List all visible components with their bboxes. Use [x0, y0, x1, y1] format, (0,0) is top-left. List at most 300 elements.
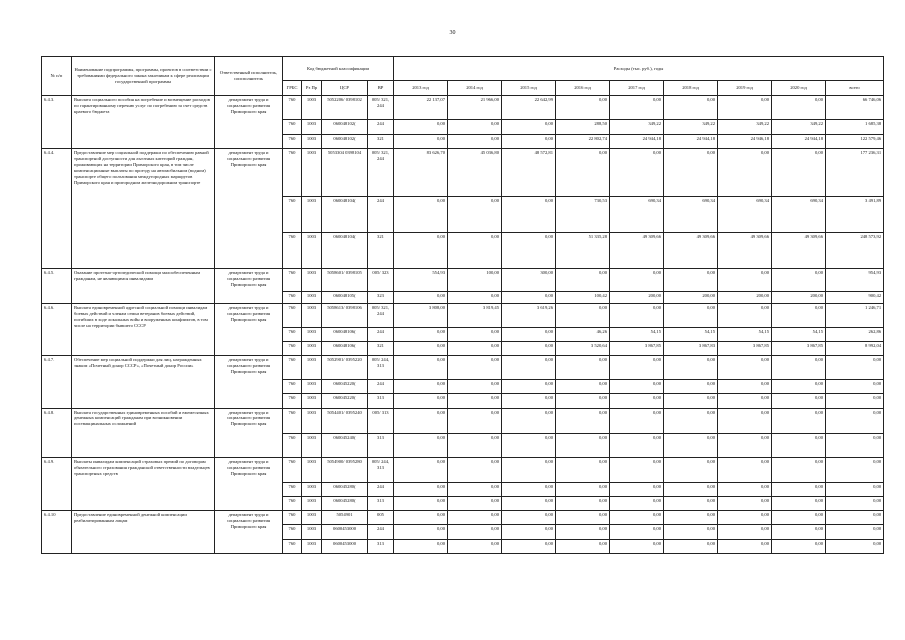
- rzpr-cell: 1003: [302, 408, 322, 433]
- rzpr-cell: 1003: [302, 539, 322, 554]
- value-cell: 0,00: [556, 511, 610, 525]
- value-cell: 0,00: [556, 394, 610, 408]
- csr-cell: 0600453000: [322, 539, 368, 554]
- value-cell: 0,00: [664, 96, 718, 120]
- value-cell: 349,22: [772, 120, 826, 134]
- rzpr-cell: 1003: [302, 232, 322, 268]
- value-cell: 0,00: [502, 232, 556, 268]
- grbs-cell: 760: [283, 196, 302, 232]
- value-cell: 0,00: [664, 496, 718, 510]
- value-cell: 0,00: [664, 268, 718, 291]
- value-cell: 0,00: [772, 482, 826, 496]
- value-cell: 0,00: [718, 380, 772, 394]
- budget-table: [41, 56, 884, 554]
- value-cell: 0,00: [772, 148, 826, 196]
- grbs-cell: 760: [283, 120, 302, 134]
- item-number: 6.4.10: [42, 511, 72, 554]
- vr-cell: 323: [368, 291, 394, 303]
- value-cell: 262,86: [826, 327, 884, 341]
- item-number: 6.4.9.: [42, 457, 72, 510]
- value-cell: 0,00: [556, 539, 610, 554]
- value-cell: 0,00: [448, 291, 502, 303]
- value-cell: 22 137,07: [394, 96, 448, 120]
- value-cell: 0,00: [502, 394, 556, 408]
- item-executor: департамент труда и социального развития Приморского края: [215, 268, 283, 303]
- value-cell: 0,00: [502, 525, 556, 539]
- value-cell: 0,00: [448, 482, 502, 496]
- vr-cell: 313: [368, 394, 394, 408]
- value-cell: 690,34: [718, 196, 772, 232]
- item-name: Выплата государственных единовременных пособий и ежемесячных денежных компенсаций гражданам при возникновении поствакцинальных осложнений: [72, 408, 215, 457]
- year-header: 2015 год: [502, 81, 556, 96]
- value-cell: 3 520,64: [556, 341, 610, 355]
- value-cell: 0,00: [556, 303, 610, 327]
- vr-cell: 313: [368, 496, 394, 510]
- value-cell: 0,00: [394, 232, 448, 268]
- value-cell: 0,00: [772, 380, 826, 394]
- value-cell: 21 966,00: [448, 96, 502, 120]
- table-row: [42, 408, 884, 433]
- table-row: [42, 303, 884, 327]
- value-cell: 0,00: [448, 433, 502, 457]
- value-cell: 3 867,85: [718, 341, 772, 355]
- year-header: 2020 год: [772, 81, 826, 96]
- rzpr-cell: 1003: [302, 356, 322, 380]
- header-row: [42, 57, 884, 81]
- value-cell: 49 309,66: [664, 232, 718, 268]
- value-cell: 0,00: [826, 408, 884, 433]
- item-executor: департамент труда и социального развития Приморского края: [215, 96, 283, 148]
- value-cell: 0,00: [826, 525, 884, 539]
- value-cell: 3 819,45: [448, 303, 502, 327]
- value-cell: 0,00: [664, 525, 718, 539]
- csr-header: ЦСР: [322, 81, 368, 96]
- csr-cell: 060048102(: [322, 134, 368, 148]
- csr-cell: 5054401/ 0395240: [322, 408, 368, 433]
- rzpr-cell: 1003: [302, 380, 322, 394]
- value-cell: 0,00: [394, 291, 448, 303]
- grbs-cell: 760: [283, 539, 302, 554]
- value-cell: 3 619,26: [502, 303, 556, 327]
- value-cell: 0,00: [556, 268, 610, 291]
- grbs-cell: 760: [283, 433, 302, 457]
- year-header: 2018 год: [664, 81, 718, 96]
- value-cell: 66 746,06: [826, 96, 884, 120]
- rzpr-cell: 1003: [302, 303, 322, 327]
- csr-cell: 060048102(: [322, 120, 368, 134]
- rzpr-cell: 1003: [302, 327, 322, 341]
- grbs-cell: 760: [283, 496, 302, 510]
- value-cell: 0,00: [610, 268, 664, 291]
- vr-cell: 244: [368, 380, 394, 394]
- value-cell: 0,00: [556, 408, 610, 433]
- csr-cell: 060048104(: [322, 232, 368, 268]
- value-cell: 0,00: [502, 511, 556, 525]
- value-cell: 0,00: [772, 511, 826, 525]
- value-cell: 0,00: [394, 482, 448, 496]
- vr-cell: 005/ 244, 313: [368, 457, 394, 482]
- value-cell: 0,00: [664, 394, 718, 408]
- value-cell: 48 572,81: [502, 148, 556, 196]
- value-cell: 0,00: [448, 120, 502, 134]
- value-cell: 0,00: [394, 341, 448, 355]
- value-cell: 24 944,18: [610, 134, 664, 148]
- value-cell: 0,00: [556, 433, 610, 457]
- value-cell: 0,00: [826, 380, 884, 394]
- value-cell: 0,00: [394, 327, 448, 341]
- grbs-cell: 760: [283, 380, 302, 394]
- csr-cell: 5054900/ 0395280: [322, 457, 368, 482]
- value-cell: 0,00: [448, 496, 502, 510]
- value-cell: 22 802,74: [556, 134, 610, 148]
- csr-cell: 060045240(: [322, 433, 368, 457]
- value-cell: 0,00: [772, 303, 826, 327]
- item-number: 6.4.5.: [42, 268, 72, 303]
- rzpr-cell: 1003: [302, 457, 322, 482]
- vr-cell: 244: [368, 482, 394, 496]
- value-cell: 349,22: [610, 120, 664, 134]
- value-cell: 46,26: [556, 327, 610, 341]
- table-row: [42, 511, 884, 525]
- grbs-cell: 760: [283, 291, 302, 303]
- rzpr-cell: 1003: [302, 120, 322, 134]
- item-number: 6.4.7.: [42, 356, 72, 408]
- vr-cell: 244: [368, 196, 394, 232]
- item-executor: департамент труда и социального развития Приморского края: [215, 356, 283, 408]
- value-cell: 0,00: [610, 482, 664, 496]
- value-cell: 0,00: [556, 148, 610, 196]
- value-cell: 49 309,66: [718, 232, 772, 268]
- value-cell: 0,00: [718, 96, 772, 120]
- value-cell: 0,00: [394, 433, 448, 457]
- value-cell: 0,00: [394, 511, 448, 525]
- value-cell: 0,00: [556, 482, 610, 496]
- grbs-cell: 760: [283, 394, 302, 408]
- value-cell: 0,00: [664, 148, 718, 196]
- value-cell: 0,00: [448, 525, 502, 539]
- value-cell: 0,00: [394, 120, 448, 134]
- value-cell: 0,00: [394, 196, 448, 232]
- value-cell: 0,00: [502, 356, 556, 380]
- value-cell: 0,00: [718, 496, 772, 510]
- value-cell: 0,00: [448, 408, 502, 433]
- value-cell: 0,00: [610, 433, 664, 457]
- value-cell: 0,00: [394, 525, 448, 539]
- table-row: [42, 268, 884, 291]
- grbs-cell: 760: [283, 341, 302, 355]
- value-cell: 0,00: [826, 511, 884, 525]
- grbs-cell: 760: [283, 148, 302, 196]
- value-cell: 49 309,66: [772, 232, 826, 268]
- item-name: Предоставление мер социальной поддержки по обеспечению равной транспортной доступности для льготных категорий граждан, проживающих на территории Приморского края, в том числе компенсационные выплаты по проезду на автомобильном (водном) транспорте общего пользования междугородных маршрутов Приморского края и пригородном железнодорожном транспорте: [72, 148, 215, 268]
- grbs-cell: 760: [283, 457, 302, 482]
- value-cell: 122 579,46: [826, 134, 884, 148]
- value-cell: 0,00: [556, 457, 610, 482]
- rzpr-cell: 1003: [302, 511, 322, 525]
- value-cell: 0,00: [610, 457, 664, 482]
- value-cell: 0,00: [502, 380, 556, 394]
- value-cell: 0,00: [826, 394, 884, 408]
- item-name: Оказание протезно-ортопедической помощи малообеспеченным гражданам, не являющимся инвалидами: [72, 268, 215, 303]
- rzpr-cell: 1003: [302, 496, 322, 510]
- col-num-header: № п/п: [42, 57, 72, 96]
- value-cell: 0,00: [502, 327, 556, 341]
- rzpr-cell: 1003: [302, 291, 322, 303]
- value-cell: 0,00: [556, 525, 610, 539]
- vr-cell: 005/ 321, 244: [368, 96, 394, 120]
- csr-cell: 5052901/ 0395220: [322, 356, 368, 380]
- grbs-cell: 760: [283, 525, 302, 539]
- grbs-cell: 760: [283, 303, 302, 327]
- grbs-cell: 760: [283, 356, 302, 380]
- item-executor: департамент труда и социального развития Приморского края: [215, 303, 283, 355]
- value-cell: 0,00: [664, 482, 718, 496]
- value-cell: 3 867,83: [664, 341, 718, 355]
- value-cell: 300,00: [502, 268, 556, 291]
- value-cell: 690,34: [772, 196, 826, 232]
- col-name-header: Наименование подпрограммы, программы, проектов в соответствии с требованиями федерального закона заказчикам к сфере реализации государственной программы: [72, 57, 215, 96]
- value-cell: 54,15: [718, 327, 772, 341]
- value-cell: 0,00: [394, 457, 448, 482]
- rzpr-cell: 1003: [302, 433, 322, 457]
- value-cell: 0,00: [610, 539, 664, 554]
- value-cell: 0,00: [772, 268, 826, 291]
- csr-cell: 5054901: [322, 511, 368, 525]
- value-cell: 0,00: [664, 303, 718, 327]
- value-cell: 730,53: [556, 196, 610, 232]
- value-cell: 0,00: [502, 433, 556, 457]
- year-header: 2013 год: [394, 81, 448, 96]
- item-executor: департамент труда и социального развития Приморского края: [215, 457, 283, 510]
- csr-cell: 5058601/ 0398105: [322, 268, 368, 291]
- vr-cell: 244: [368, 525, 394, 539]
- value-cell: 0,00: [448, 511, 502, 525]
- rzpr-cell: 1003: [302, 148, 322, 196]
- value-cell: 0,00: [448, 134, 502, 148]
- vr-cell: 005/ 313: [368, 408, 394, 433]
- value-cell: 0,00: [772, 356, 826, 380]
- rzpr-cell: 1003: [302, 134, 322, 148]
- grbs-cell: 760: [283, 232, 302, 268]
- value-cell: 3 867,85: [610, 341, 664, 355]
- value-cell: 0,00: [718, 457, 772, 482]
- value-cell: 0,00: [610, 303, 664, 327]
- value-cell: 0,00: [718, 525, 772, 539]
- value-cell: 0,00: [394, 134, 448, 148]
- table-row: [42, 96, 884, 120]
- value-cell: 8 992,04: [826, 341, 884, 355]
- rzpr-cell: 1003: [302, 268, 322, 291]
- value-cell: 0,00: [448, 539, 502, 554]
- item-number: 6.4.3.: [42, 96, 72, 148]
- csr-cell: 060048106(: [322, 341, 368, 355]
- csr-cell: 060045220(: [322, 394, 368, 408]
- rzpr-cell: 1003: [302, 394, 322, 408]
- value-cell: 0,00: [718, 394, 772, 408]
- value-cell: 0,00: [448, 380, 502, 394]
- value-cell: 3 808,00: [394, 303, 448, 327]
- value-cell: 0,00: [502, 196, 556, 232]
- rzpr-cell: 1003: [302, 341, 322, 355]
- csr-cell: 5052206/ 0398102: [322, 96, 368, 120]
- item-number: 6.4.6.: [42, 303, 72, 355]
- value-cell: 349,22: [664, 120, 718, 134]
- value-cell: 0,00: [664, 433, 718, 457]
- value-cell: 0,00: [394, 496, 448, 510]
- value-cell: 0,00: [718, 433, 772, 457]
- value-cell: 0,00: [772, 96, 826, 120]
- page-number: 30: [449, 30, 456, 36]
- value-cell: 100,00: [448, 268, 502, 291]
- value-cell: 0,00: [448, 356, 502, 380]
- item-executor: департамент труда и социального развития Приморского края: [215, 408, 283, 457]
- csr-cell: 060048106(: [322, 327, 368, 341]
- value-cell: 1 685,38: [826, 120, 884, 134]
- value-cell: 288,50: [556, 120, 610, 134]
- value-cell: 0,00: [718, 511, 772, 525]
- value-cell: 0,00: [502, 134, 556, 148]
- grbs-header: ГРБС: [283, 81, 302, 96]
- grbs-cell: 760: [283, 268, 302, 291]
- grbs-cell: 760: [283, 96, 302, 120]
- value-cell: 24 944,18: [772, 134, 826, 148]
- value-cell: 690,34: [664, 196, 718, 232]
- value-cell: 0,00: [826, 539, 884, 554]
- vr-cell: 313: [368, 539, 394, 554]
- value-cell: 54,15: [610, 327, 664, 341]
- value-cell: 0,00: [664, 511, 718, 525]
- value-cell: 3 491,89: [826, 196, 884, 232]
- value-cell: 51 335,28: [556, 232, 610, 268]
- csr-cell: 5053304 0398104: [322, 148, 368, 196]
- value-cell: 0,00: [610, 408, 664, 433]
- value-cell: 0,00: [772, 525, 826, 539]
- csr-cell: 060045280(: [322, 496, 368, 510]
- item-executor: департамент труда и социального развития Приморского края: [215, 148, 283, 268]
- vr-cell: 313: [368, 433, 394, 457]
- grbs-cell: 760: [283, 511, 302, 525]
- value-cell: 0,00: [772, 433, 826, 457]
- value-cell: 0,00: [772, 394, 826, 408]
- vr-cell: 244: [368, 120, 394, 134]
- vr-cell: 005: [368, 511, 394, 525]
- value-cell: 0,00: [772, 408, 826, 433]
- value-cell: 100,42: [556, 291, 610, 303]
- value-cell: 0,00: [448, 196, 502, 232]
- value-cell: 0,00: [448, 341, 502, 355]
- csr-cell: 5058613/ 0398106: [322, 303, 368, 327]
- rzpr-cell: 1003: [302, 96, 322, 120]
- rzpr-cell: 1003: [302, 482, 322, 496]
- value-cell: 554,93: [394, 268, 448, 291]
- grbs-cell: 760: [283, 134, 302, 148]
- value-cell: 0,00: [826, 496, 884, 510]
- value-cell: 0,00: [610, 96, 664, 120]
- year-header: 2019 год: [718, 81, 772, 96]
- value-cell: 0,00: [610, 356, 664, 380]
- value-cell: 0,00: [502, 482, 556, 496]
- value-cell: 0,00: [502, 496, 556, 510]
- value-cell: 0,00: [664, 457, 718, 482]
- grbs-cell: 760: [283, 408, 302, 433]
- value-cell: 0,00: [826, 356, 884, 380]
- vr-cell: 321: [368, 232, 394, 268]
- value-cell: 0,00: [610, 496, 664, 510]
- csr-cell: 060045220(: [322, 380, 368, 394]
- value-cell: 0,00: [826, 457, 884, 482]
- value-cell: 83 626,70: [394, 148, 448, 196]
- item-name: Выплата единовременной адресной социальной помощи инвалидам боевых действий и членам семьи ветеранов боевых действий, погибших в ходе локальных войн и вооруженных конфликтов, в том числе на территории бывшего СССР: [72, 303, 215, 355]
- grbs-cell: 760: [283, 327, 302, 341]
- vr-cell: 005/ 244, 313: [368, 356, 394, 380]
- value-cell: 200,00: [718, 291, 772, 303]
- item-name: Обеспечение мер социальной поддержки для лиц, награжденных знаком «Почетный донор СССР», «Почетный донор России»: [72, 356, 215, 408]
- year-header: всего: [826, 81, 884, 96]
- value-cell: 22 642,99: [502, 96, 556, 120]
- year-header: 2014 год: [448, 81, 502, 96]
- expenses-header: Расходы (тыс. руб.), годы: [394, 57, 884, 81]
- value-cell: 0,00: [772, 496, 826, 510]
- csr-cell: 060048104(: [322, 196, 368, 232]
- grbs-cell: 760: [283, 482, 302, 496]
- csr-cell: 0600453000: [322, 525, 368, 539]
- vr-cell: 321: [368, 134, 394, 148]
- value-cell: 0,00: [394, 394, 448, 408]
- vr-header: ВР: [368, 81, 394, 96]
- value-cell: 0,00: [826, 433, 884, 457]
- table-row: [42, 148, 884, 196]
- table-row: [42, 457, 884, 482]
- value-cell: 0,00: [610, 380, 664, 394]
- value-cell: 248 573,92: [826, 232, 884, 268]
- value-cell: 0,00: [772, 457, 826, 482]
- value-cell: 0,00: [718, 539, 772, 554]
- vr-cell: 005/ 321, 244: [368, 148, 394, 196]
- value-cell: 0,00: [502, 120, 556, 134]
- value-cell: 0,00: [718, 482, 772, 496]
- value-cell: 0,00: [394, 408, 448, 433]
- value-cell: 0,00: [394, 356, 448, 380]
- item-name: Предоставление единовременной денежной компенсации реабилитированным лицам: [72, 511, 215, 554]
- value-cell: 1 246,71: [826, 303, 884, 327]
- value-cell: 690,34: [610, 196, 664, 232]
- value-cell: 49 309,66: [610, 232, 664, 268]
- value-cell: 0,00: [556, 356, 610, 380]
- value-cell: 200,00: [610, 291, 664, 303]
- value-cell: 0,00: [502, 457, 556, 482]
- value-cell: 0,00: [718, 303, 772, 327]
- value-cell: 0,00: [718, 356, 772, 380]
- value-cell: 0,00: [394, 539, 448, 554]
- value-cell: 349,22: [718, 120, 772, 134]
- value-cell: 3 867,85: [772, 341, 826, 355]
- value-cell: 900,42: [826, 291, 884, 303]
- value-cell: 0,00: [448, 457, 502, 482]
- budget-code-header: Код бюджетной классификации: [283, 57, 394, 81]
- value-cell: 0,00: [718, 268, 772, 291]
- year-header: 2016 год: [556, 81, 610, 96]
- value-cell: 54,15: [772, 327, 826, 341]
- value-cell: 45 036,80: [448, 148, 502, 196]
- value-cell: 0,00: [664, 356, 718, 380]
- item-number: 6.4.8.: [42, 408, 72, 457]
- value-cell: 54,15: [664, 327, 718, 341]
- rzpr-cell: 1003: [302, 525, 322, 539]
- value-cell: 0,00: [502, 341, 556, 355]
- vr-cell: 005/ 321, 244: [368, 303, 394, 327]
- value-cell: 0,00: [664, 380, 718, 394]
- rzpr-cell: 1003: [302, 196, 322, 232]
